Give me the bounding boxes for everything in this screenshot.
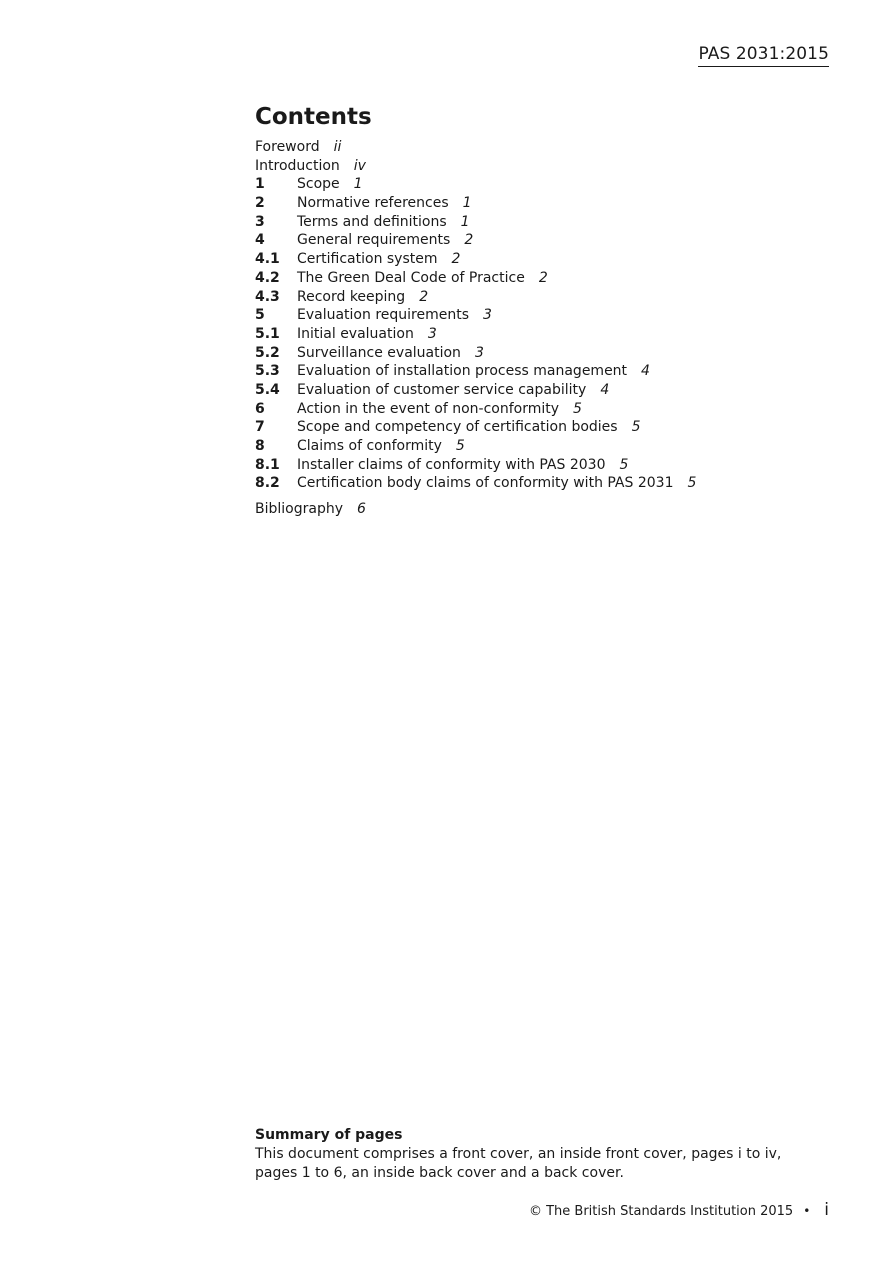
- toc-entry[interactable]: [255, 231, 815, 250]
- summary-title: Summary of pages: [255, 1127, 403, 1143]
- toc-entry-foreword[interactable]: [255, 138, 815, 157]
- toc-entry-number: 8: [255, 438, 265, 454]
- toc-entry-title: Surveillance evaluation: [297, 344, 461, 361]
- toc-entry-number: 1: [255, 176, 265, 193]
- toc-entry-title: Foreword: [255, 139, 320, 155]
- summary-text-line: This document comprises a front cover, an inside front cover, pages i to iv,: [255, 1146, 782, 1162]
- toc-entry[interactable]: [255, 400, 815, 419]
- toc-entry-page: 4: [600, 381, 610, 398]
- summary-text-line: pages 1 to 6, an inside back cover and a back cover.: [255, 1165, 624, 1181]
- toc-entry-number: 8.1: [255, 456, 280, 473]
- toc-entry-number: 6: [255, 400, 265, 417]
- bullet-separator: •: [803, 1204, 811, 1218]
- toc-entry[interactable]: [255, 381, 815, 400]
- contents-section: [255, 102, 815, 519]
- toc-entry-page: 3: [427, 325, 437, 342]
- toc-entry[interactable]: [255, 175, 815, 194]
- toc-entry[interactable]: [255, 213, 815, 232]
- toc-entry-page: 2: [464, 232, 474, 249]
- toc-entry-title: General requirements: [297, 232, 451, 249]
- toc-entry-page: 5: [619, 456, 629, 473]
- toc-entry-title: Action in the event of non-conformity: [297, 400, 560, 417]
- toc-entry-title: Certification system: [297, 251, 438, 268]
- toc-entry-page: 5: [573, 400, 582, 417]
- toc-entry-introduction[interactable]: [255, 157, 815, 176]
- toc-entry-page: 1: [460, 213, 470, 230]
- toc-entry-title: Initial evaluation: [297, 325, 414, 342]
- toc-entry-number: 2: [255, 195, 265, 212]
- toc-entry[interactable]: [255, 344, 815, 363]
- page-number: i: [824, 1200, 829, 1220]
- toc-entry[interactable]: [255, 194, 815, 213]
- toc-entry-title: Installer claims of conformity with PAS 2030: [297, 456, 606, 473]
- toc-entry-title: Introduction: [255, 157, 340, 174]
- toc-entry-bibliography[interactable]: [255, 500, 815, 519]
- toc-list: [255, 138, 815, 519]
- toc-entry-title: Normative references: [297, 195, 449, 212]
- toc-entry-number: 5.3: [255, 363, 280, 380]
- toc-entry-page: 1: [462, 195, 472, 212]
- document-code: PAS 2031:2015: [698, 44, 829, 67]
- toc-entry-number: 8.2: [255, 475, 280, 492]
- toc-entry[interactable]: [255, 288, 815, 307]
- page-footer: [529, 1200, 829, 1222]
- toc-entry-page: 4: [641, 363, 650, 380]
- toc-entry[interactable]: [255, 437, 815, 456]
- toc-entry-title: Terms and definitions: [297, 213, 447, 230]
- toc-entry-page: 5: [687, 475, 697, 492]
- toc-entry-number: 5: [255, 307, 265, 324]
- toc-entry[interactable]: [255, 306, 815, 325]
- toc-entry-number: 7: [255, 419, 265, 436]
- toc-entry-page: 3: [483, 307, 492, 324]
- toc-entry-title: Evaluation requirements: [297, 307, 469, 324]
- toc-entry-title: Record keeping: [297, 288, 406, 305]
- toc-entry[interactable]: [255, 250, 815, 269]
- toc-entry-page: 6: [357, 501, 366, 518]
- toc-entry-title: Certification body claims of conformity with PAS 2031: [297, 475, 674, 492]
- toc-entry-number: 4.3: [255, 288, 280, 305]
- toc-entry-number: 4.1: [255, 251, 280, 268]
- toc-entry-page: 1: [353, 176, 363, 193]
- toc-entry-number: 5.1: [255, 325, 280, 342]
- toc-entry-number: 5.4: [255, 381, 280, 398]
- toc-entry-title: Bibliography: [255, 501, 343, 518]
- toc-entry[interactable]: [255, 418, 815, 437]
- toc-entry-page: 5: [631, 419, 641, 436]
- toc-entry-number: 4: [255, 232, 265, 249]
- toc-entry-title: Scope: [297, 176, 340, 193]
- toc-entry-number: 4.2: [255, 269, 280, 286]
- toc-entry[interactable]: [255, 325, 815, 344]
- toc-entry-page: iv: [353, 157, 366, 174]
- contents-heading: Contents: [255, 104, 372, 130]
- toc-entry-number: 3: [255, 213, 265, 230]
- toc-entry-title: The Green Deal Code of Practice: [297, 269, 525, 286]
- toc-entry-title: Evaluation of customer service capability: [297, 381, 587, 398]
- copyright-notice: © The British Standards Institution 2015: [528, 1204, 794, 1219]
- toc-entry-page: 2: [451, 251, 461, 268]
- toc-entry[interactable]: [255, 474, 815, 493]
- summary-of-pages: [255, 1126, 815, 1183]
- toc-entry-page: 2: [419, 288, 429, 305]
- toc-entry-title: Evaluation of installation process management: [297, 363, 628, 380]
- toc-entry[interactable]: [255, 269, 815, 288]
- toc-entry-page: ii: [333, 139, 342, 155]
- toc-entry-number: 5.2: [255, 344, 280, 361]
- toc-entry[interactable]: [255, 362, 815, 381]
- toc-entry-page: 2: [538, 269, 548, 286]
- toc-entry[interactable]: [255, 456, 815, 475]
- toc-entry-title: Claims of conformity: [297, 438, 442, 454]
- toc-entry-title: Scope and competency of certification bodies: [297, 419, 618, 436]
- toc-entry-page: 3: [474, 344, 484, 361]
- toc-entry-page: 5: [455, 438, 465, 454]
